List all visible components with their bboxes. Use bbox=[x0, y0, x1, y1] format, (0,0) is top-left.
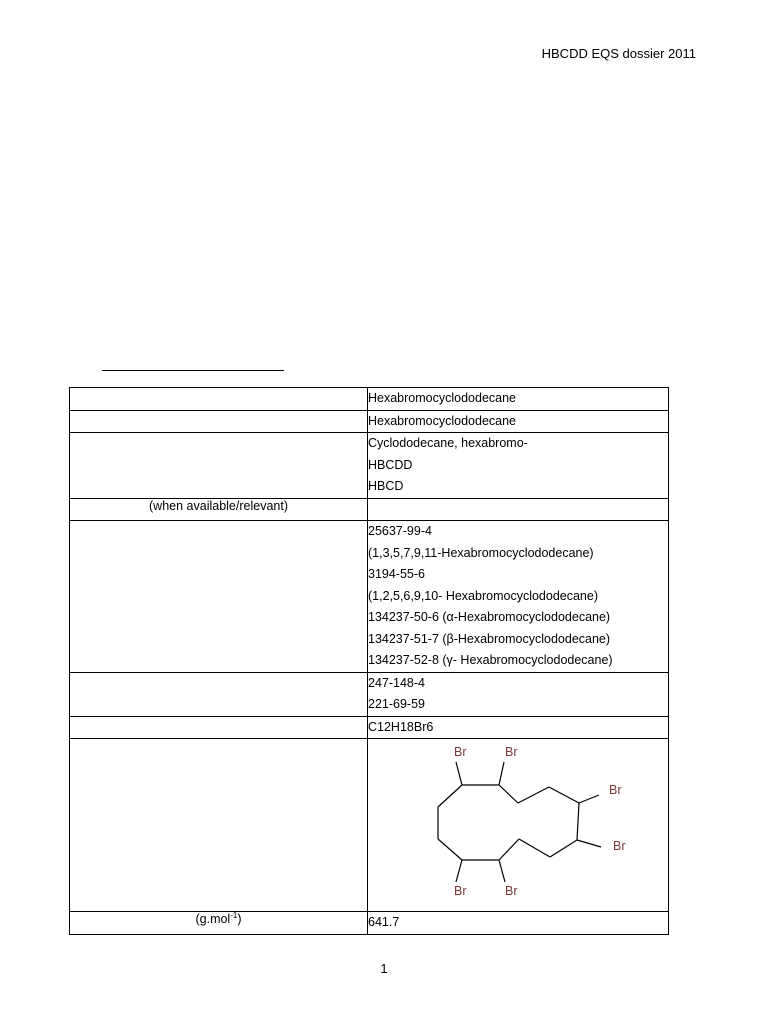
row-value bbox=[368, 433, 669, 499]
row-label bbox=[70, 433, 368, 499]
row-value bbox=[368, 672, 669, 716]
molar-mass-label-exponent: -1 bbox=[230, 910, 238, 920]
bond bbox=[456, 860, 462, 882]
row-label: (when available/relevant) bbox=[70, 498, 368, 521]
value-line: Hexabromocyclododecane bbox=[368, 391, 517, 405]
row-value bbox=[368, 912, 669, 935]
bond bbox=[549, 787, 579, 803]
bond bbox=[519, 839, 550, 857]
row-value bbox=[368, 716, 669, 739]
table-row bbox=[70, 672, 669, 716]
hbcdd-structure-diagram bbox=[368, 739, 668, 911]
table-row bbox=[70, 410, 669, 433]
bond bbox=[499, 860, 505, 882]
value-line bbox=[368, 499, 668, 521]
value-line: 134237-52-8 (γ- Hexabromocyclododecane) bbox=[368, 653, 613, 667]
bond bbox=[579, 795, 599, 803]
table-row bbox=[70, 498, 669, 521]
value-line: 221-69-59 bbox=[368, 697, 425, 711]
row-label bbox=[70, 739, 368, 912]
table-row bbox=[70, 739, 669, 912]
properties-table bbox=[69, 387, 669, 935]
bond bbox=[577, 840, 601, 847]
bond bbox=[499, 839, 519, 860]
value-line: C12H18Br6 bbox=[368, 719, 434, 734]
bromine-label: Br bbox=[505, 884, 518, 898]
row-label bbox=[70, 388, 368, 411]
bromine-label: Br bbox=[505, 745, 518, 759]
bond bbox=[456, 762, 462, 785]
value-line: (1,2,5,6,9,10- Hexabromocyclododecane) bbox=[368, 588, 598, 603]
row-value bbox=[368, 521, 669, 673]
molar-mass-label-suffix: ) bbox=[237, 912, 242, 926]
page-number: 1 bbox=[380, 961, 388, 976]
bromine-label: Br bbox=[454, 745, 467, 759]
molar-mass-label-prefix: (g.mol bbox=[195, 912, 231, 926]
bromine-label: Br bbox=[609, 783, 622, 797]
row-value bbox=[368, 498, 669, 521]
value-line: 3194-55-6 bbox=[368, 567, 425, 581]
section-heading-underline bbox=[102, 370, 284, 371]
table-row bbox=[70, 388, 669, 411]
bond bbox=[438, 839, 462, 860]
bromine-label: Br bbox=[454, 884, 467, 898]
bond bbox=[499, 762, 504, 785]
table-row bbox=[70, 521, 669, 673]
document-header: HBCDD EQS dossier 2011 bbox=[541, 46, 696, 61]
molar-mass-value: 641.7 bbox=[368, 915, 400, 929]
value-line: 247-148-4 bbox=[368, 675, 425, 690]
bond bbox=[438, 785, 462, 807]
row-label bbox=[70, 672, 368, 716]
value-line: Cyclododecane, hexabromo- bbox=[368, 436, 528, 450]
row-value bbox=[368, 388, 669, 411]
bond bbox=[577, 803, 579, 840]
value-line: 134237-50-6 (α-Hexabromocyclododecane) bbox=[368, 610, 611, 624]
value-line: 25637-99-4 bbox=[368, 524, 432, 538]
substituent-bonds bbox=[456, 762, 601, 882]
row-label bbox=[70, 912, 368, 935]
value-line: 134237-51-7 (β-Hexabromocyclododecane) bbox=[368, 631, 611, 646]
value-line: (1,3,5,7,9,11-Hexabromocyclododecane) bbox=[368, 545, 594, 560]
value-line: Hexabromocyclododecane bbox=[368, 413, 517, 428]
bromine-label: Br bbox=[613, 839, 626, 853]
table-row bbox=[70, 716, 669, 739]
bromine-labels bbox=[454, 745, 626, 898]
row-label bbox=[70, 716, 368, 739]
row-label bbox=[70, 410, 368, 433]
bond bbox=[499, 785, 518, 803]
table-row bbox=[70, 433, 669, 499]
ring-bonds bbox=[438, 785, 579, 860]
value-line: HBCDD bbox=[368, 457, 413, 472]
row-label bbox=[70, 521, 368, 673]
table-row bbox=[70, 912, 669, 935]
bond bbox=[518, 787, 549, 803]
structure-cell bbox=[368, 739, 669, 912]
bond bbox=[550, 840, 577, 857]
value-line: HBCD bbox=[368, 479, 404, 493]
row-value bbox=[368, 410, 669, 433]
